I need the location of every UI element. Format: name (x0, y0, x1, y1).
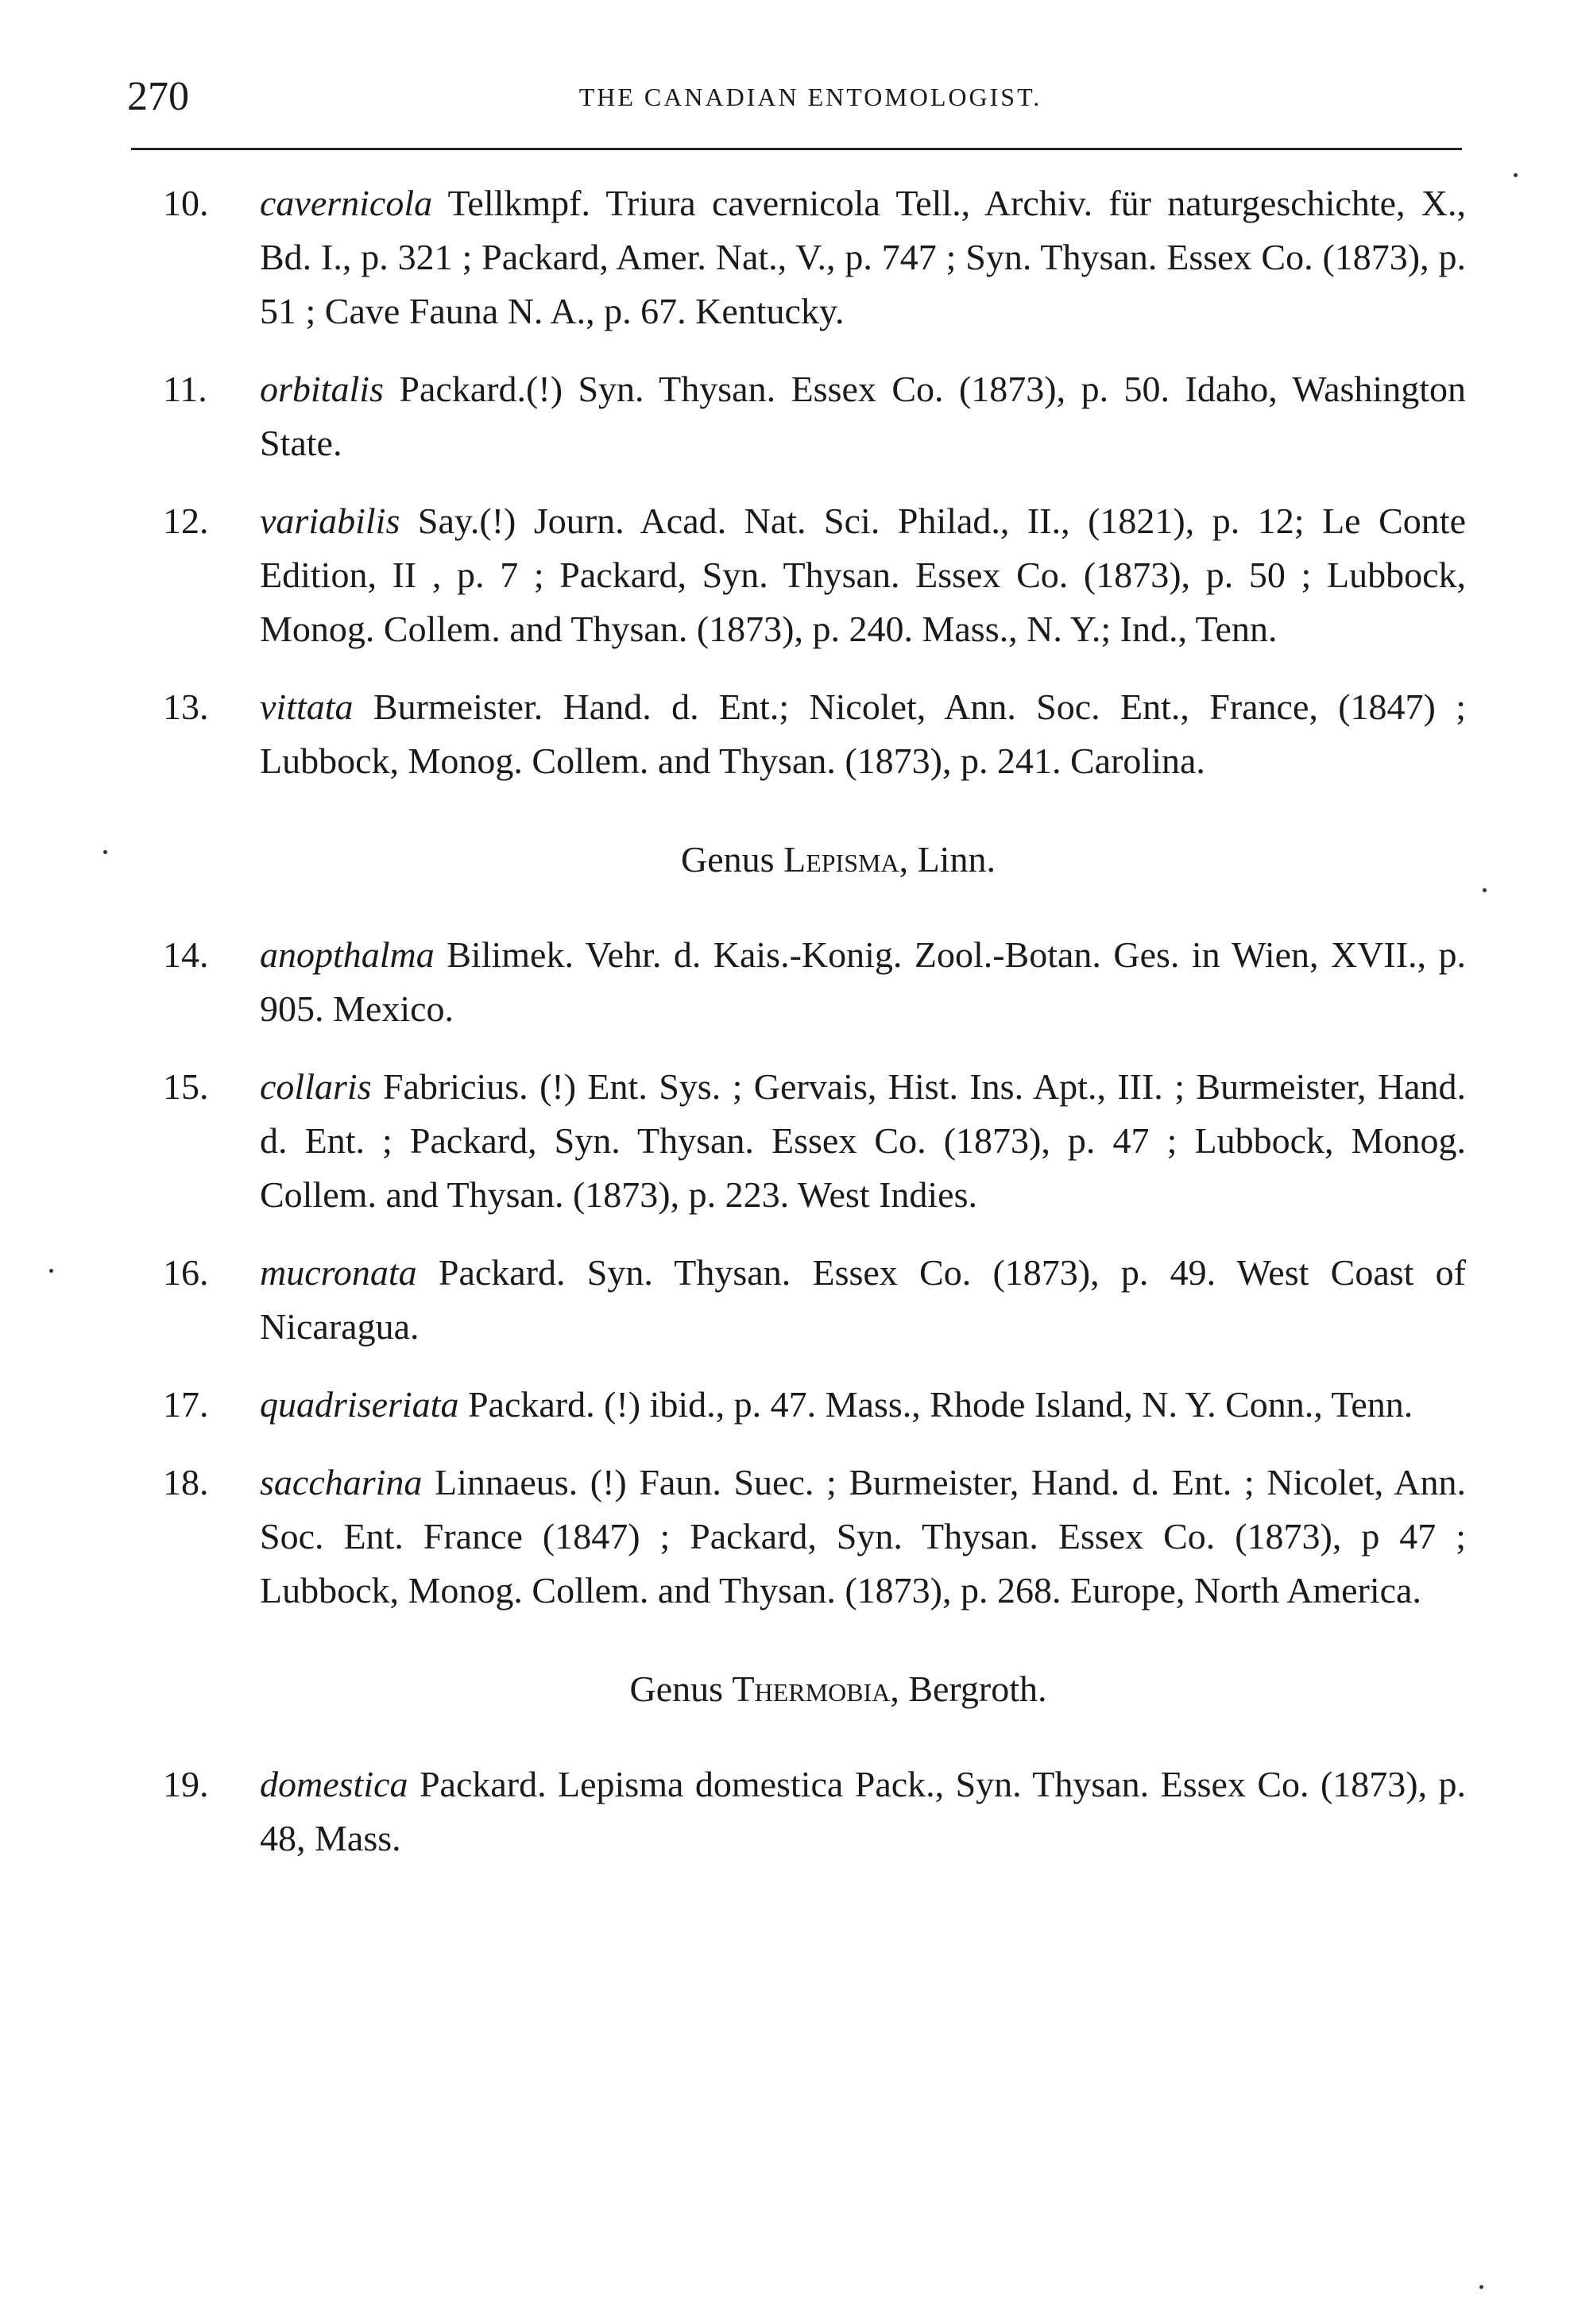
species-entry-18 (163, 1456, 1466, 1618)
entry-number: 14. (163, 934, 209, 975)
species-name: saccharina (260, 1462, 423, 1502)
print-speck (103, 850, 107, 854)
entry-text: Fabricius. (!) Ent. Sys. ; Gervais, Hist. Ins. Apt., III. ; Burmeister, Hand. d. Ent. ; Packard, Syn. Thysan. Essex Co. (1873), p. 47 ; Lubbock, Monog. Collem. and Thysan. (1873), p. 223. West Indies. (260, 1066, 1466, 1215)
species-name: domestica (260, 1764, 408, 1804)
genus-name: Thermobia (732, 1669, 891, 1709)
running-head: THE CANADIAN ENTOMOLOGIST. (578, 83, 1042, 111)
entry-text: Packard.(!) Syn. Thysan. Essex Co. (1873), p. 50. Idaho, Washington State. (260, 369, 1466, 463)
entry-number: 10. (163, 183, 209, 223)
entry-text: Packard. (!) ibid., p. 47. Mass., Rhode Island, N. Y. Conn., Tenn. (458, 1384, 1413, 1425)
entry-number: 11. (163, 369, 207, 409)
entry-number: 18. (163, 1462, 209, 1502)
species-name: cavernicola (260, 183, 433, 223)
entry-number: 12. (163, 501, 209, 541)
entry-number: 19. (163, 1764, 209, 1804)
print-speck (1479, 2285, 1483, 2289)
species-name: anopthalma (260, 934, 435, 975)
page-number: 270 (127, 74, 189, 119)
species-name: orbitalis (260, 369, 384, 409)
species-entry-17 (163, 1378, 1466, 1432)
genus-name: Lepisma (783, 839, 899, 880)
entry-text: Linnaeus. (!) Faun. Suec. ; Burmeister, Hand. d. Ent. ; Nicolet, Ann. Soc. Ent. France (1847) ; Packard, Syn. Thysan. Essex Co. (1873), p 47 ; Lubbock, Monog. Collem. and Thysan. (1873), p. 268. Europe, North America. (260, 1462, 1466, 1611)
genus-heading-lepisma (163, 833, 1466, 887)
header-rule (131, 148, 1462, 150)
genus-prefix: Genus (681, 839, 784, 880)
print-speck (49, 1269, 53, 1273)
entry-text: Say.(!) Journ. Acad. Nat. Sci. Philad., II., (1821), p. 12; Le Conte Edition, II , p. 7 ; Packard, Syn. Thysan. Essex Co. (1873), p. 50 ; Lubbock, Monog. Collem. and Thysan. (1873), p. 240. Mass., N. Y.; Ind., Tenn. (260, 501, 1466, 649)
page-body (163, 176, 1466, 1889)
species-entry-19 (163, 1758, 1466, 1866)
genus-prefix: Genus (629, 1669, 733, 1709)
species-entry-13 (163, 680, 1466, 788)
entry-number: 16. (163, 1252, 209, 1293)
entry-number: 15. (163, 1066, 209, 1107)
species-name: vittata (260, 686, 354, 727)
species-name: collaris (260, 1066, 372, 1107)
print-speck (1514, 173, 1518, 177)
entry-text: Tellkmpf. Triura cavernicola Tell., Archiv. für naturgeschichte, X., Bd. I., p. 321 ; Packard, Amer. Nat., V., p. 747 ; Syn. Thysan. Essex Co. (1873), p. 51 ; Cave Fauna N. A., p. 67. Kentucky. (260, 183, 1466, 331)
species-entry-16 (163, 1246, 1466, 1354)
species-entry-12 (163, 494, 1466, 656)
entry-text: Packard. Lepisma domestica Pack., Syn. Thysan. Essex Co. (1873), p. 48, Mass. (260, 1764, 1466, 1858)
species-entry-15 (163, 1060, 1466, 1222)
genus-authority: , Linn. (899, 839, 996, 880)
genus-authority: , Bergroth. (890, 1669, 1047, 1709)
species-name: mucronata (260, 1252, 417, 1293)
genus-heading-thermobia (163, 1662, 1466, 1716)
species-entry-14 (163, 928, 1466, 1036)
species-name: quadriseriata (260, 1384, 459, 1425)
species-name: variabilis (260, 501, 400, 541)
entry-number: 17. (163, 1384, 209, 1425)
species-entry-10 (163, 176, 1466, 338)
species-entry-11 (163, 362, 1466, 470)
entry-text: Burmeister. Hand. d. Ent.; Nicolet, Ann. Soc. Ent., France, (1847) ; Lubbock, Monog. Collem. and Thysan. (1873), p. 241. Carolina. (260, 686, 1466, 781)
entry-text: Packard. Syn. Thysan. Essex Co. (1873), p. 49. West Coast of Nicaragua. (260, 1252, 1466, 1347)
entry-text: Bilimek. Vehr. d. Kais.-Konig. Zool.-Botan. Ges. in Wien, XVII., p. 905. Mexico. (260, 934, 1466, 1029)
entry-number: 13. (163, 686, 209, 727)
print-speck (1483, 888, 1487, 892)
page-header (127, 65, 1462, 129)
